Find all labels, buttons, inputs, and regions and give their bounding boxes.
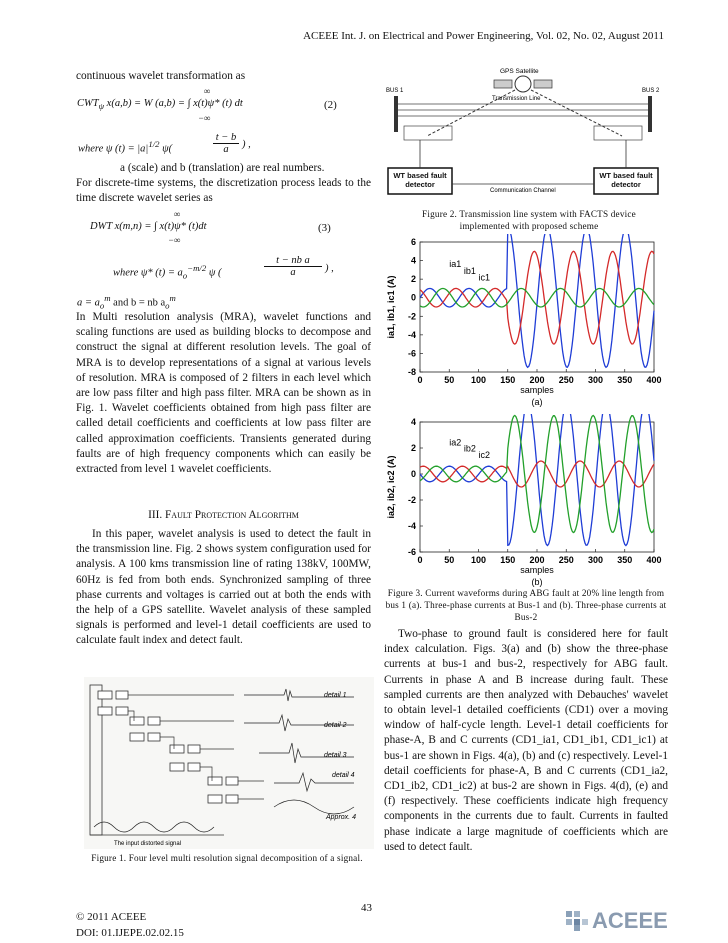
fig3a-xtick-label: 200 bbox=[529, 375, 545, 385]
copyright: © 2011 ACEEE bbox=[76, 911, 147, 923]
fig3a-xtick-label: 100 bbox=[470, 375, 487, 385]
fig3a-ytick-label: -2 bbox=[407, 311, 416, 322]
logo-text: ACEEE bbox=[592, 908, 668, 933]
where2-frac-den: a bbox=[290, 267, 296, 278]
ab-line-a: a = a bbox=[77, 297, 100, 309]
paragraph-fault: In this paper, wavelet analysis is used to detect the fault in the transmission line. Fig. 2 shows system configuration used for analysis. A 100 kms transmission line of rating 138kV, 100MW, 60Hz is fed from both ends. Synchronized sampling of three phase currents and voltages is carried out at both the ends with the help of a GPS satellite. Wavelet analysis of these sampled signals is performed and level-1 detail coefficients are used to calculate fault index and detect fault. bbox=[76, 528, 371, 647]
where-psi-mn: where ψ* $(t) = a_o^{-m/2}$ ψ ( bbox=[113, 263, 222, 281]
eq3-number: (3) bbox=[318, 222, 331, 234]
fig1-detail3-label: detail 3 bbox=[324, 752, 347, 759]
fig3a-ytick-label: -8 bbox=[407, 367, 416, 377]
figure-1-caption: Figure 1. Four level multi resolution signal decomposition of a signal. bbox=[91, 853, 363, 863]
fig3b-ytick-label: -2 bbox=[407, 495, 416, 505]
fig3a-xtick-label: 50 bbox=[444, 375, 455, 385]
fig3b-legend-ia2: ia2 bbox=[449, 437, 462, 448]
fig3a-legend-ib1: ib1 bbox=[463, 265, 476, 276]
aceee-logo bbox=[566, 908, 668, 934]
fig3a-ytick-label: 2 bbox=[410, 274, 416, 285]
equation-3: DWT x(m,n) = ∫ x(t)ψ* (t)dt bbox=[90, 221, 207, 232]
eq2-lower-limit: −∞ bbox=[198, 113, 211, 123]
figure-3-caption: Figure 3. Current waveforms during ABG fault at 20% line length from bus 1 (a). Three-phase currents at Bus-1 and (b). Three-phase currents at Bus-2 bbox=[385, 588, 667, 622]
figure-2-caption: Figure 2. Transmission line system with FACTS device implemented with proposed scheme bbox=[422, 209, 636, 231]
fig3b-ytick-label: 4 bbox=[410, 417, 416, 427]
fig1-detail4-label: detail 4 bbox=[332, 772, 355, 779]
fig2-satellite-label: GPS Satellite bbox=[500, 68, 539, 75]
where1-frac-num: t − b bbox=[213, 132, 239, 144]
fig3a-subtitle: (a) bbox=[531, 397, 543, 407]
fig1-bottom-label: The input distorted signal bbox=[114, 841, 182, 847]
fig3b-legend-ib2: ib2 bbox=[463, 443, 476, 454]
fig3a-xtick-label: 400 bbox=[646, 375, 662, 385]
fig1-detail1-label: detail 1 bbox=[324, 692, 347, 699]
fig3b-xtick-label: 400 bbox=[646, 555, 662, 565]
fig2-detector-1: WT based fault detector bbox=[393, 171, 447, 189]
where2-fraction bbox=[264, 255, 322, 278]
fig3a-ytick-label: 6 bbox=[410, 237, 416, 247]
fig3b-xtick-label: 50 bbox=[444, 555, 455, 565]
eq3-upper-limit: ∞ bbox=[174, 209, 181, 219]
eq2-lhs: CWT bbox=[77, 98, 99, 109]
figure-3b-chart bbox=[382, 414, 672, 592]
where-psi-ab: where ψ $(t) = |a|^{1/2}$ ψ( bbox=[78, 139, 173, 155]
equation-2: $CWT_\psi$ x(a,b) = W (a,b) = ∫ x(t)ψ* (t) dt bbox=[77, 98, 243, 112]
ab-line-b: and b = nb a bbox=[113, 297, 166, 309]
fig2-bus2-label: BUS 2 bbox=[642, 88, 660, 94]
figure-3a-chart bbox=[382, 234, 672, 412]
where1-psi: ψ( bbox=[162, 143, 173, 155]
section-title: III. Fault Protection Algorithm bbox=[148, 509, 299, 521]
fig2-channel-label: Communication Channel bbox=[490, 188, 556, 194]
fig3b-xtick-label: 150 bbox=[500, 555, 516, 565]
fig3b-xtick-label: 300 bbox=[587, 555, 604, 565]
eq2-upper-limit: ∞ bbox=[204, 86, 211, 96]
intro-line: continuous wavelet transformation as bbox=[76, 70, 246, 82]
fig1-detail2-label: detail 2 bbox=[324, 722, 347, 729]
doi: DOI: 01.IJEPE.02.02.15 bbox=[76, 927, 184, 939]
fig3a-ytick-label: -6 bbox=[407, 348, 416, 359]
fig2-detector-2: WT based fault detector bbox=[599, 171, 653, 189]
eq2-body: x(a,b) = W (a,b) = ∫ x(t)ψ* (t) dt bbox=[106, 98, 243, 109]
fig3b-ylabel: ia2, ib2, ic2 (A) bbox=[386, 455, 396, 519]
fig3a-xtick-label: 0 bbox=[417, 375, 423, 385]
figure-2-system bbox=[382, 64, 664, 202]
fig3a-xlabel: samples bbox=[520, 385, 554, 395]
fig3a-ytick-label: 0 bbox=[410, 292, 416, 303]
where2-end: ) , bbox=[325, 263, 334, 274]
fig3a-xtick-label: 250 bbox=[558, 375, 574, 385]
fig3a-legend-ic1: ic1 bbox=[478, 272, 491, 283]
where1-fraction bbox=[213, 132, 239, 155]
fig3b-ytick-label: 0 bbox=[410, 469, 416, 479]
paragraph-mra: In Multi resolution analysis (MRA), wavelet functions and scaling functions are used as building blocks to decompose and construct the signal at different resolution levels. The goal of MRA is to develop representations of a signal at various levels of resolution. MRA is composed of 2 filters in each level which are low pass filter and high pass filter. MRA can be shown as in Fig. 1. Wavelet coefficients obtained from high pass filter are called detail coefficients and coefficients at low pass filter are called approximation coefficients. Transients generated during faults are of high frequency components which can easily be extracted from level 1 wavelet coefficients. bbox=[76, 311, 371, 476]
figure-1-decomposition bbox=[84, 677, 374, 849]
fig3b-xtick-label: 200 bbox=[529, 555, 545, 565]
logo-mark-icon bbox=[566, 911, 588, 931]
fig3a-xtick-label: 150 bbox=[500, 375, 516, 385]
where1-end: ) , bbox=[242, 139, 251, 150]
page-number: 43 bbox=[361, 902, 372, 914]
where1-frac-den: a bbox=[223, 144, 229, 155]
fig3b-subtitle: (b) bbox=[531, 577, 543, 587]
fig3a-ytick-label: 4 bbox=[410, 255, 416, 266]
paragraph-discrete: For discrete-time systems, the discretization process leads to the time discrete wavelet series as bbox=[76, 177, 371, 205]
where2-psi: ψ ( bbox=[208, 267, 222, 279]
fig3a-legend-ia1: ia1 bbox=[449, 259, 462, 270]
fig3b-xlabel: samples bbox=[520, 565, 554, 575]
fig3b-xtick-label: 350 bbox=[617, 555, 633, 565]
fig3b-ytick-label: -4 bbox=[407, 521, 416, 531]
fig3a-xtick-label: 350 bbox=[617, 375, 633, 385]
fig3a-ylabel: ia1, ib1, ic1 (A) bbox=[386, 275, 396, 339]
ab-definition: $a = a_o^m$ and b = nb $a_o^m$ bbox=[77, 293, 176, 311]
journal-header: ACEEE Int. J. on Electrical and Power Engineering, Vol. 02, No. 02, August 2011 bbox=[303, 30, 664, 42]
fig3b-ytick-label: 2 bbox=[410, 443, 416, 453]
eq2-number: (2) bbox=[324, 99, 337, 111]
fig3a-ytick-label: -4 bbox=[407, 329, 416, 340]
fig3b-xtick-label: 100 bbox=[470, 555, 487, 565]
fig2-bus1-label: BUS 1 bbox=[386, 88, 404, 94]
fig3a-xtick-label: 300 bbox=[587, 375, 604, 385]
fig3b-xtick-label: 0 bbox=[417, 555, 423, 565]
scale-translation-line: a (scale) and b (translation) are real numbers. bbox=[120, 162, 325, 174]
where2-frac-num: t − nb a bbox=[264, 255, 322, 267]
fig3b-xtick-label: 250 bbox=[558, 555, 574, 565]
where2-text: where ψ* (t) = a bbox=[113, 267, 183, 279]
fig3b-legend-ic2: ic2 bbox=[478, 449, 491, 460]
paragraph-two-phase: Two-phase to ground fault is considered here for fault index calculation. Figs. 3(a) and (b) show the three-phase currents at bus-1 and bus-2, respectively for ABG fault. Currents in phase A and B increase during fault. These sampled currents are then analyzed with Debauches' wavelet to obtain level-1 detailed coefficients (CD1) over a moving window of half-cycle length. Level-1 detail coefficients for phase-A, B and C currents (CD1_ia1, CD1_ib1, CD1_ic1) at bus-1 are shown in Figs. 4(a), (b) and (c) respectively. Level-1 detail coefficients for phase-A, B and C currents (CD1_ia2, CD1_ib2, CD1_ic2) at bus-2 are shown in Figs. 4(d), (e) and (f) respectively. These coefficients indicate high frequency components in the currents due to fault. Currents in faulted phase indicate a large magnitude of coefficients which are used to detect fault. bbox=[384, 628, 668, 853]
fig2-line-label: Transmission Line bbox=[492, 96, 541, 102]
where1-text: where ψ (t) = |a| bbox=[78, 143, 149, 155]
fig3b-ytick-label: -6 bbox=[407, 547, 416, 557]
eq3-lower-limit: −∞ bbox=[168, 235, 181, 245]
fig1-approx-label: Approx. 4 bbox=[326, 814, 356, 821]
